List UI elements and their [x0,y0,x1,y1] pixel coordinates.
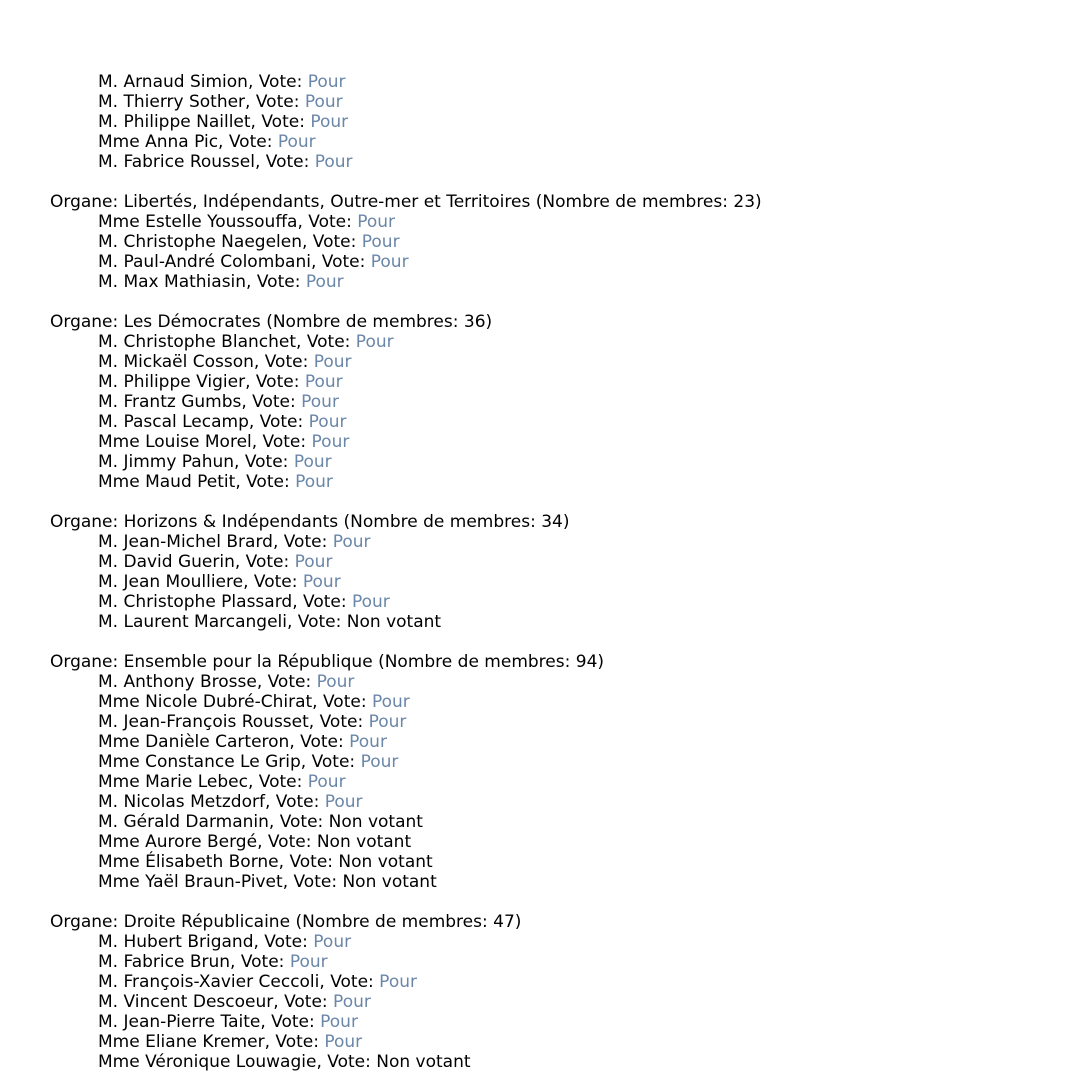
member-row [98,472,1080,492]
vote-value: Pour [277,132,316,152]
vote-separator: , Vote: [253,932,314,952]
vote-value: Pour [360,752,399,772]
vote-value: Pour [333,992,371,1012]
vote-separator: , Vote: [241,392,302,412]
organ-group [50,72,1080,172]
member-row [98,692,1080,712]
member-name: M. Laurent Marcangeli [98,612,287,632]
member-name: Mme Élisabeth Borne [98,852,279,872]
organ-group [50,192,1080,292]
vote-separator: , Vote: [289,732,350,752]
vote-separator: , Vote: [312,692,372,712]
vote-value: Pour [320,1012,358,1032]
vote-separator: , Vote: [319,972,380,992]
vote-value: Pour [379,972,417,992]
member-row [98,432,1080,452]
member-name: M. David Guerin [98,552,235,572]
vote-separator: , Vote: [297,212,358,232]
organ-group [50,512,1080,632]
member-row [98,552,1080,572]
organ-name: Libertés, Indépendants, Outre-mer et Territoires [123,192,531,212]
member-name: Mme Louise Morel [98,432,252,452]
vote-separator: , Vote: [260,1012,321,1032]
vote-separator: , Vote: [300,752,361,772]
organ-member-count: 94 [575,652,598,672]
member-name: M. Mickaël Cosson [98,352,254,372]
organ-header [50,652,1080,672]
member-row [98,232,1080,252]
vote-value: Pour [295,472,333,492]
member-row [98,1012,1080,1032]
vote-value: Pour [361,232,400,252]
member-name: M. Jean-François Rousset [98,712,309,732]
organ-member-count: 34 [541,512,563,532]
vote-separator: , Vote: [235,472,296,492]
members-close: ) [597,652,605,672]
member-row [98,792,1080,812]
vote-value: Pour [307,772,346,792]
member-row [98,752,1080,772]
member-row [98,212,1080,232]
vote-separator: , Vote: [316,1052,377,1072]
vote-separator: , Vote: [230,952,290,972]
member-name: Mme Marie Lebec [98,772,248,792]
member-name: Mme Estelle Youssouffa [98,212,298,232]
vote-separator: , Vote: [250,112,311,132]
vote-value: Pour [324,1032,363,1052]
members-close: ) [485,312,493,332]
vote-separator: , Vote: [278,852,339,872]
vote-separator: , Vote: [248,412,309,432]
organ-header [50,912,1080,932]
vote-separator: , Vote: [254,152,315,172]
member-name: Mme Eliane Kremer [98,1032,265,1052]
vote-separator: , Vote: [287,612,347,632]
member-row [98,532,1080,552]
member-name: M. Jean Moulliere [98,572,244,592]
member-name: M. Pascal Lecamp [98,412,249,432]
vote-value: Pour [351,592,390,612]
organ-prefix: Organe: [50,192,124,212]
member-name: Mme Constance Le Grip [98,752,301,772]
vote-value: Pour [313,932,352,952]
member-name: M. Vincent Descoeur [98,992,274,1012]
member-list [50,212,1080,292]
member-name: M. Max Mathiasin [98,272,247,292]
member-row [98,132,1080,152]
member-row [98,572,1080,592]
member-row [98,112,1080,132]
vote-value: Pour [368,712,407,732]
vote-value: Non votant [328,812,423,832]
member-row [98,332,1080,352]
member-name: Mme Danièle Carteron [98,732,290,752]
vote-separator: , Vote: [234,552,295,572]
vote-separator: , Vote: [247,772,308,792]
vote-separator: , Vote: [301,232,362,252]
member-name: M. François-Xavier Ceccoli [98,972,320,992]
member-name: Mme Véronique Louwagie [98,1052,317,1072]
member-row [98,412,1080,432]
member-name: M. Anthony Brosse [98,672,257,692]
vote-value: Non votant [316,832,412,852]
vote-value: Pour [357,212,396,232]
vote-separator: , Vote: [310,252,371,272]
member-name: Mme Maud Petit [98,472,236,492]
vote-separator: , Vote: [251,432,312,452]
vote-separator: , Vote: [253,352,314,372]
organ-header [50,192,1080,212]
vote-value: Pour [371,692,410,712]
vote-separator: , Vote: [245,372,305,392]
vote-value: Pour [355,332,394,352]
vote-value: Pour [370,252,409,272]
organ-group [50,912,1080,1072]
vote-separator: , Vote: [256,672,317,692]
member-row [98,1052,1080,1072]
organ-name: Les Démocrates [123,312,261,332]
member-name: M. Thierry Sother [98,92,246,112]
organ-header [50,512,1080,532]
member-name: M. Philippe Naillet [98,112,251,132]
vote-separator: , Vote: [257,832,317,852]
member-name: M. Fabrice Roussel [98,152,255,172]
member-name: M. Paul-André Colombani [98,252,311,272]
member-row [98,872,1080,892]
organ-header [50,312,1080,332]
vote-separator: , Vote: [273,992,334,1012]
member-row [98,732,1080,752]
vote-value: Pour [304,92,343,112]
organ-name: Droite Républicaine [123,912,291,932]
vote-separator: , Vote: [264,1032,325,1052]
member-row [98,272,1080,292]
member-name: M. Fabrice Brun [98,952,231,972]
organ-member-count: 36 [463,312,486,332]
member-row [98,772,1080,792]
member-name: M. Jean-Michel Brard [98,532,273,552]
vote-value: Pour [308,412,347,432]
vote-separator: , Vote: [282,872,343,892]
member-name: M. Hubert Brigand [98,932,254,952]
vote-separator: , Vote: [264,792,325,812]
organ-prefix: Organe: [50,512,124,532]
member-name: M. Jimmy Pahun [98,452,235,472]
member-row [98,372,1080,392]
vote-value: Pour [311,432,350,452]
vote-separator: , Vote: [246,272,306,292]
vote-value: Pour [301,392,339,412]
vote-value: Non votant [346,612,442,632]
vote-separator: , Vote: [296,332,356,352]
vote-value: Pour [324,792,363,812]
vote-separator: , Vote: [243,572,303,592]
member-name: M. Christophe Plassard [98,592,293,612]
member-name: M. Gérald Darmanin [98,812,269,832]
member-name: M. Frantz Gumbs [98,392,242,412]
vote-value: Non votant [376,1052,471,1072]
members-open: (Nombre de membres: [260,312,464,332]
vote-value: Non votant [342,872,437,892]
organ-name: Ensemble pour la République [123,652,373,672]
member-name: M. Arnaud Simion [98,72,248,92]
member-row [98,832,1080,852]
vote-value: Pour [349,732,387,752]
vote-separator: , Vote: [218,132,278,152]
member-row [98,932,1080,952]
vote-value: Pour [310,112,349,132]
vote-separator: , Vote: [247,72,308,92]
vote-value: Pour [307,72,346,92]
member-list [50,672,1080,892]
members-close: ) [514,912,522,932]
member-name: Mme Anna Pic [98,132,219,152]
organ-group [50,312,1080,492]
member-row [98,92,1080,112]
member-row [98,592,1080,612]
vote-value: Pour [294,552,333,572]
vote-value: Pour [313,352,352,372]
vote-value: Pour [304,372,343,392]
vote-value: Pour [316,672,355,692]
members-open: (Nombre de membres: [338,512,542,532]
member-row [98,812,1080,832]
organ-group [50,652,1080,892]
member-list [50,932,1080,1072]
vote-value: Non votant [338,852,433,872]
member-row [98,612,1080,632]
member-row [98,352,1080,372]
members-open: (Nombre de membres: [290,912,494,932]
vote-value: Pour [332,532,371,552]
member-row [98,392,1080,412]
vote-list-document [50,52,1080,1072]
organ-name: Horizons & Indépendants [123,512,339,532]
member-row [98,452,1080,472]
member-name: M. Christophe Naegelen [98,232,302,252]
member-name: Mme Nicole Dubré-Chirat [98,692,313,712]
vote-separator: , Vote: [308,712,369,732]
member-row [98,852,1080,872]
vote-value: Pour [289,952,328,972]
vote-value: Pour [305,272,344,292]
member-list [50,532,1080,632]
organ-prefix: Organe: [50,652,124,672]
member-name: Mme Yaël Braun-Pivet [98,872,283,892]
vote-value: Pour [302,572,341,592]
members-open: (Nombre de membres: [372,652,576,672]
member-list [50,332,1080,492]
member-name: Mme Aurore Bergé [98,832,258,852]
member-row [98,672,1080,692]
vote-separator: , Vote: [245,92,305,112]
organ-prefix: Organe: [50,312,124,332]
member-row [98,252,1080,272]
members-open: (Nombre de membres: [530,192,734,212]
vote-value: Pour [293,452,332,472]
member-name: M. Philippe Vigier [98,372,246,392]
organ-member-count: 47 [493,912,515,932]
member-name: M. Nicolas Metzdorf [98,792,265,812]
organ-prefix: Organe: [50,912,124,932]
vote-value: Pour [314,152,353,172]
member-row [98,992,1080,1012]
members-close: ) [562,512,570,532]
members-close: ) [755,192,762,212]
member-row [98,1032,1080,1052]
organ-member-count: 23 [733,192,756,212]
member-row [98,952,1080,972]
vote-separator: , Vote: [234,452,294,472]
member-row [98,712,1080,732]
member-name: M. Jean-Pierre Taite [98,1012,261,1032]
member-name: M. Christophe Blanchet [98,332,297,352]
member-row [98,972,1080,992]
member-row [98,72,1080,92]
member-list [50,72,1080,172]
vote-separator: , Vote: [292,592,352,612]
vote-separator: , Vote: [272,532,333,552]
member-row [98,152,1080,172]
vote-separator: , Vote: [268,812,329,832]
